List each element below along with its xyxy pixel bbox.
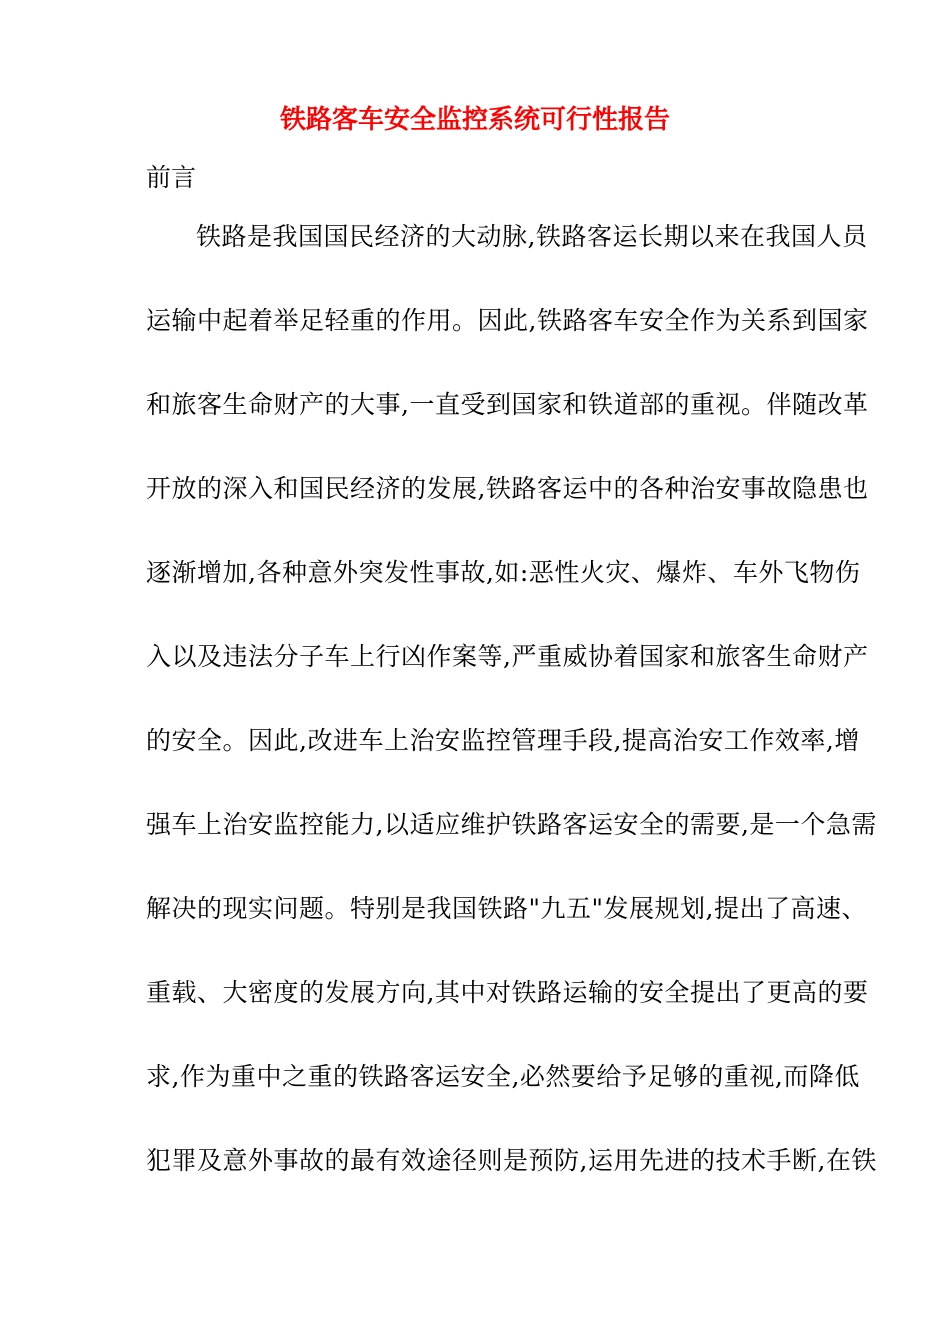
- paragraph-line: 开放的深入和国民经济的发展,铁路客运中的各种治安事故隐患也: [146, 474, 869, 503]
- section-heading-preface: 前言: [146, 163, 197, 192]
- paragraph-line: 运输中起着举足轻重的作用。因此,铁路客车安全作为关系到国家: [146, 306, 869, 335]
- paragraph-line: 铁路是我国国民经济的大动脉,铁路客运长期以来在我国人员: [196, 222, 868, 251]
- paragraph-line: 的安全。因此,改进车上治安监控管理手段,提高治安工作效率,增: [146, 726, 860, 755]
- paragraph-line: 犯罪及意外事故的最有效途径则是预防,运用先进的技术手断,在铁: [146, 1146, 877, 1175]
- paragraph-line: 解决的现实问题。特别是我国铁路"九五"发展规划,提出了高速、: [146, 894, 867, 923]
- paragraph-line: 强车上治安监控能力,以适应维护铁路客运安全的需要,是一个急需: [146, 810, 877, 839]
- paragraph-line: 重载、大密度的发展方向,其中对铁路运输的安全提出了更高的要: [146, 978, 869, 1007]
- body-paragraph: [146, 212, 876, 1220]
- paragraph-line: 入以及违法分子车上行凶作案等,严重威协着国家和旅客生命财产: [146, 642, 869, 671]
- paragraph-line: 求,作为重中之重的铁路客运安全,必然要给予足够的重视,而降低: [146, 1062, 860, 1091]
- paragraph-line: 逐渐增加,各种意外突发性事故,如:恶性火灾、爆炸、车外飞物伤: [146, 558, 861, 587]
- document-title: 铁路客车安全监控系统可行性报告: [279, 105, 670, 135]
- paragraph-line: 和旅客生命财产的大事,一直受到国家和铁道部的重视。伴随改革: [146, 390, 869, 419]
